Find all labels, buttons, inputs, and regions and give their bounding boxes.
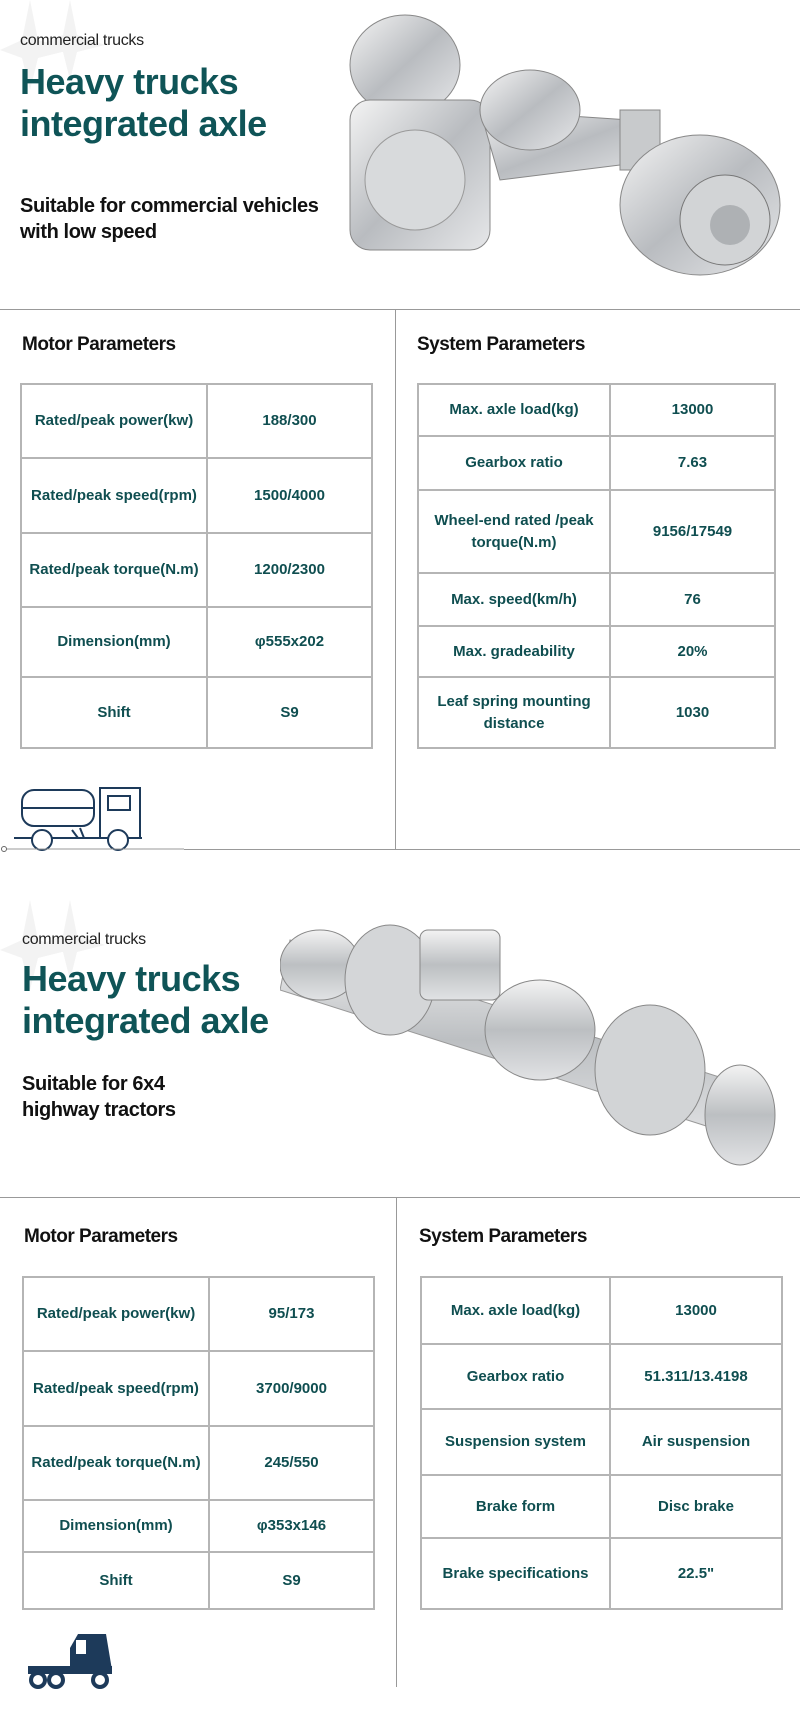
param-label: Max. speed(km/h) <box>418 573 610 626</box>
param-label: Suspension system <box>421 1409 610 1475</box>
table-row <box>21 458 372 533</box>
divider <box>0 1197 800 1198</box>
product-title <box>22 958 269 1042</box>
param-label: Max. gradeability <box>418 626 610 677</box>
table-row <box>21 677 372 748</box>
motor-parameters-table <box>20 383 373 749</box>
param-label: Rated/peak power(kw) <box>23 1277 209 1351</box>
param-value: 22.5" <box>610 1538 782 1609</box>
axle-product-image <box>330 10 790 290</box>
table-row <box>418 573 775 626</box>
motor-parameters-heading: Motor Parameters <box>24 1226 178 1247</box>
param-label: Shift <box>23 1552 209 1609</box>
param-label: Brake form <box>421 1475 610 1538</box>
param-value: 1500/4000 <box>207 458 372 533</box>
param-value: 76 <box>610 573 775 626</box>
product-title <box>20 61 267 145</box>
system-parameters-heading: System Parameters <box>419 1226 587 1247</box>
table-row <box>23 1552 374 1609</box>
table-row <box>418 490 775 573</box>
table-row <box>421 1344 782 1409</box>
param-label: Leaf spring mounting distance <box>418 677 610 748</box>
tanker-truck-icon <box>0 780 200 852</box>
param-label: Max. axle load(kg) <box>418 384 610 436</box>
param-value: φ555x202 <box>207 607 372 677</box>
motor-parameters-heading: Motor Parameters <box>22 334 176 355</box>
param-value: Disc brake <box>610 1475 782 1538</box>
param-value: Air suspension <box>610 1409 782 1475</box>
table-row <box>421 1538 782 1609</box>
param-value: 7.63 <box>610 436 775 490</box>
table-row <box>21 384 372 458</box>
divider <box>184 849 800 850</box>
tractor-truck-icon <box>20 1628 130 1692</box>
param-label: Wheel-end rated /peak torque(N.m) <box>418 490 610 573</box>
table-row <box>418 626 775 677</box>
param-label: Rated/peak speed(rpm) <box>21 458 207 533</box>
table-row <box>421 1475 782 1538</box>
title-line: integrated axle <box>22 1000 269 1041</box>
column-divider <box>395 309 396 849</box>
param-value: S9 <box>207 677 372 748</box>
param-value: 1030 <box>610 677 775 748</box>
param-label: Rated/peak speed(rpm) <box>23 1351 209 1426</box>
kicker: commercial trucks <box>20 32 144 49</box>
title-line: Heavy trucks <box>20 61 239 102</box>
system-parameters-heading: System Parameters <box>417 334 585 355</box>
param-label: Rated/peak torque(N.m) <box>21 533 207 607</box>
param-value: 188/300 <box>207 384 372 458</box>
table-row <box>418 384 775 436</box>
param-label: Gearbox ratio <box>418 436 610 490</box>
param-value: 1200/2300 <box>207 533 372 607</box>
param-value: 51.311/13.4198 <box>610 1344 782 1409</box>
param-value: 20% <box>610 626 775 677</box>
axle-product-image <box>280 900 800 1170</box>
system-parameters-table <box>420 1276 783 1610</box>
table-row <box>421 1277 782 1344</box>
param-label: Dimension(mm) <box>23 1500 209 1552</box>
kicker: commercial trucks <box>22 931 146 948</box>
subtitle-line: Suitable for commercial vehicles <box>20 195 319 217</box>
param-value: 13000 <box>610 384 775 436</box>
param-value: 245/550 <box>209 1426 374 1500</box>
subtitle-line: Suitable for 6x4 <box>22 1073 165 1095</box>
subtitle-line: with low speed <box>20 221 157 243</box>
param-value: 95/173 <box>209 1277 374 1351</box>
table-row <box>21 533 372 607</box>
table-row <box>21 607 372 677</box>
param-label: Rated/peak torque(N.m) <box>23 1426 209 1500</box>
motor-parameters-table <box>22 1276 375 1610</box>
param-value: S9 <box>209 1552 374 1609</box>
table-row <box>23 1277 374 1351</box>
product-subtitle <box>22 1071 176 1123</box>
param-label: Rated/peak power(kw) <box>21 384 207 458</box>
table-row <box>421 1409 782 1475</box>
param-label: Brake specifications <box>421 1538 610 1609</box>
param-label: Gearbox ratio <box>421 1344 610 1409</box>
product-subtitle <box>20 193 318 245</box>
table-row <box>418 677 775 748</box>
table-row <box>23 1426 374 1500</box>
table-row <box>23 1500 374 1552</box>
param-value: 13000 <box>610 1277 782 1344</box>
param-label: Shift <box>21 677 207 748</box>
param-value: φ353x146 <box>209 1500 374 1552</box>
param-label: Max. axle load(kg) <box>421 1277 610 1344</box>
column-divider <box>396 1197 397 1687</box>
param-value: 3700/9000 <box>209 1351 374 1426</box>
param-value: 9156/17549 <box>610 490 775 573</box>
param-label: Dimension(mm) <box>21 607 207 677</box>
title-line: integrated axle <box>20 103 267 144</box>
subtitle-line: highway tractors <box>22 1099 176 1121</box>
title-line: Heavy trucks <box>22 958 241 999</box>
system-parameters-table <box>417 383 776 749</box>
divider <box>0 309 800 310</box>
table-row <box>23 1351 374 1426</box>
table-row <box>418 436 775 490</box>
